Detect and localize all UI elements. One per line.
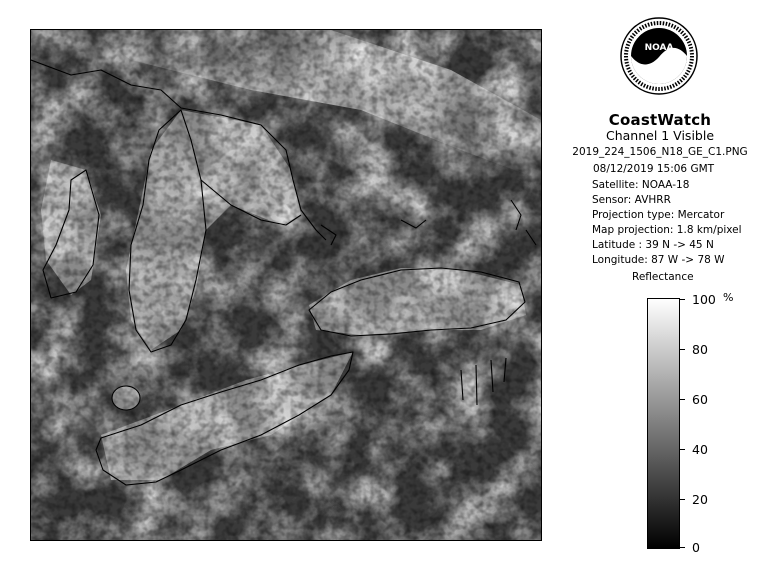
channel-label: Channel 1 Visible	[605, 128, 715, 143]
meta-satellite: Satellite: NOAA-18	[592, 179, 690, 191]
scale-title: Reflectance	[632, 271, 694, 283]
meta-sensor: Sensor: AVHRR	[592, 194, 671, 206]
reflectance-scale-bar	[647, 298, 680, 549]
image-grain	[31, 30, 541, 540]
noaa-logo	[620, 17, 698, 95]
file-name: 2019_224_1506_N18_GE_C1.PNG	[572, 146, 748, 158]
scale-unit: %	[723, 291, 734, 304]
meta-projection-type: Projection type: Mercator	[592, 209, 725, 221]
map-svg	[31, 30, 541, 540]
noaa-emblem	[620, 17, 698, 95]
scale-label-40: 40	[692, 442, 708, 457]
satellite-image	[30, 29, 542, 541]
meta-map-projection: Map projection: 1.8 km/pixel	[592, 224, 742, 236]
scale-label-20: 20	[692, 492, 708, 507]
scale-label-60: 60	[692, 392, 708, 407]
scale-label-100: 100	[692, 292, 716, 307]
scale-tick	[680, 349, 685, 350]
svg-text:NOAA: NOAA	[644, 43, 674, 53]
meta-latitude: Latitude : 39 N -> 45 N	[592, 239, 714, 251]
scale-label-80: 80	[692, 342, 708, 357]
meta-longitude: Longitude: 87 W -> 78 W	[592, 254, 725, 266]
scale-tick	[680, 547, 685, 548]
scale-label-0: 0	[692, 540, 700, 555]
scale-tick	[680, 399, 685, 400]
scale-tick	[680, 499, 685, 500]
scale-tick	[680, 449, 685, 450]
brand-title: CoastWatch	[608, 111, 712, 129]
scale-tick	[680, 299, 685, 300]
date-time: 08/12/2019 15:06 GMT	[593, 163, 715, 175]
